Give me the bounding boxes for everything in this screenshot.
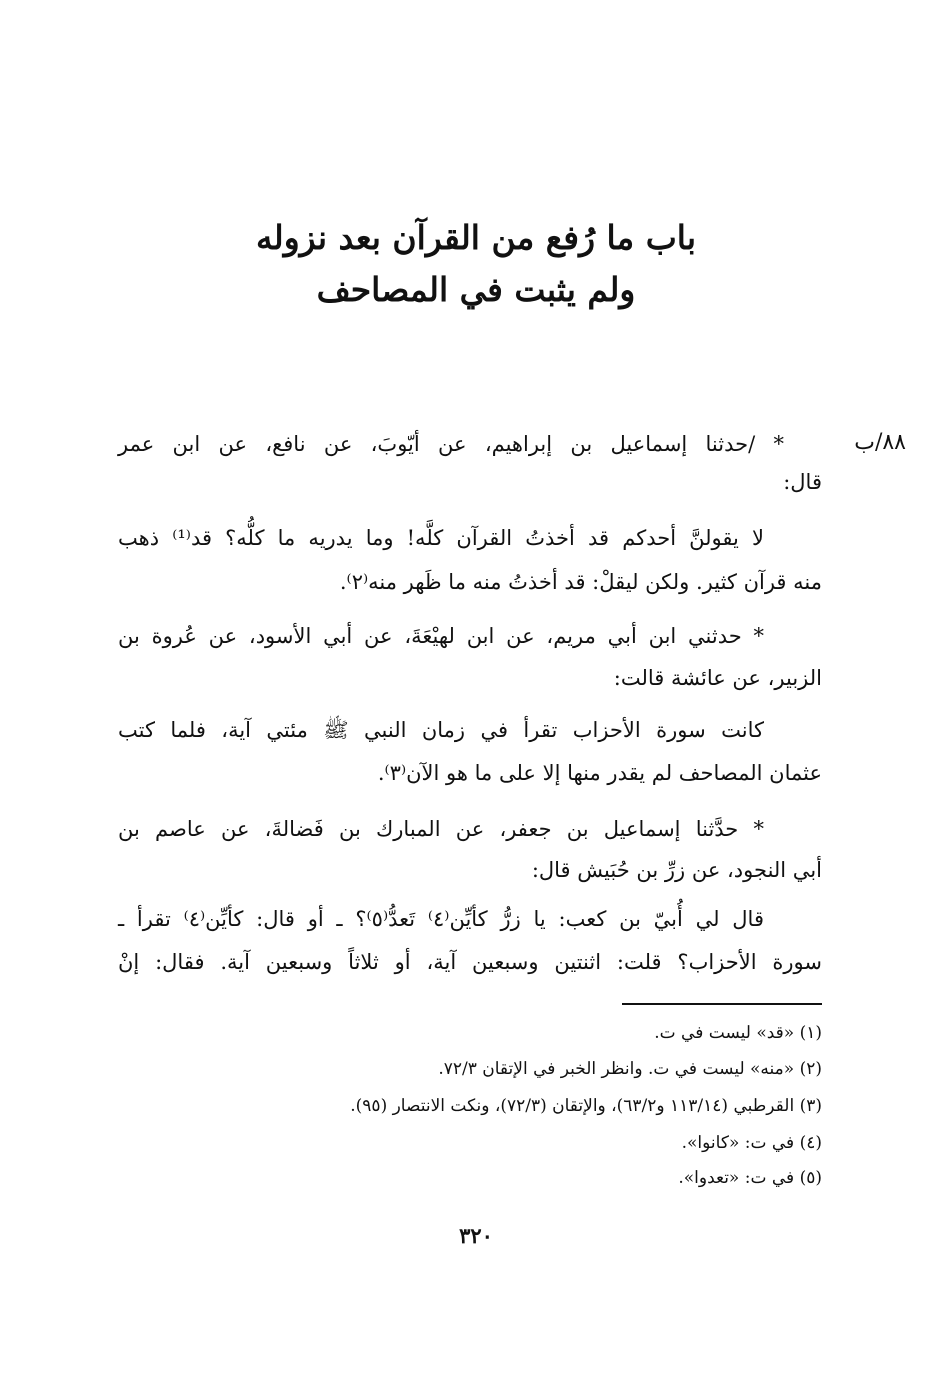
text-line-10: أبي النجود، عن زرِّ بن حُبَيش قال: (531, 858, 822, 882)
footnote-3: (٣) القرطبي (١١٣/١٤ و٦٣/٢)، والإتقان (٧٢/٣)، ونكت الانتصار (٩٥). (350, 1096, 822, 1116)
footnote-separator (622, 1003, 822, 1005)
footnote-5: (٥) في ت: «تعدوا». (678, 1168, 822, 1188)
text-line-12: سورة الأحزاب؟ قلت: اثنتين وسبعين آية، أو ثلاثاً وسبعين آية. فقال: إنْ (118, 950, 822, 974)
text-line-8: عثمان المصاحف لم يقدر منها إلا على ما هو الآن⁽٣⁾. (377, 761, 822, 785)
footnote-4: (٤) في ت: «كانوا». (681, 1133, 822, 1153)
text-line-2: قال: (783, 470, 822, 494)
text-line-1: * /حدثنا إسماعيل بن إبراهيم، عن أيّوبَ، عن نافع، عن ابن عمر (118, 432, 784, 456)
text-line-9: * حدَّثنا إسماعيل بن جعفر، عن المبارك بن فَضالةَ، عن عاصم بن (118, 817, 764, 841)
footnote-1: (١) «قد» ليست في ت. (654, 1023, 822, 1043)
text-line-11: قال لي أُبيّ بن كعب: يا زرُّ كأيِّن⁽٤⁾ تَعدُّ⁽٥⁾؟ ـ أو قال: كأيِّن⁽٤⁾ تقرأ ـ (118, 907, 764, 931)
chapter-title-line-2: ولم يثبت في المصاحف (316, 270, 636, 309)
text-line-7: كانت سورة الأحزاب تقرأ في زمان النبي ﷺ مئتي آية، فلما كتب (118, 718, 764, 742)
text-line-5: * حدثني ابن أبي مريم، عن ابن لهيْعَةَ، عن أبي الأسود، عن عُروة بن (118, 624, 764, 648)
footnote-2: (٢) «منه» ليست في ت. وانظر الخبر في الإتقان ٧٢/٣. (438, 1059, 822, 1079)
text-line-6: الزبير، عن عائشة قالت: (613, 666, 822, 690)
text-line-3: لا يقولنَّ أحدكم قد أخذتُ القرآن كلَّه! وما يدريه ما كلُّه؟ قد⁽¹⁾ ذهب (118, 526, 764, 550)
manuscript-folio-note: ٨٨/ب (854, 430, 906, 455)
text-line-4: منه قرآن كثير. ولكن ليقلْ: قد أخذتُ منه ما ظَهر منه⁽٢⁾. (339, 570, 822, 594)
page-number: ٣٢٠ (459, 1223, 493, 1248)
chapter-title-line-1: باب ما رُفع من القرآن بعد نزوله (255, 218, 697, 257)
